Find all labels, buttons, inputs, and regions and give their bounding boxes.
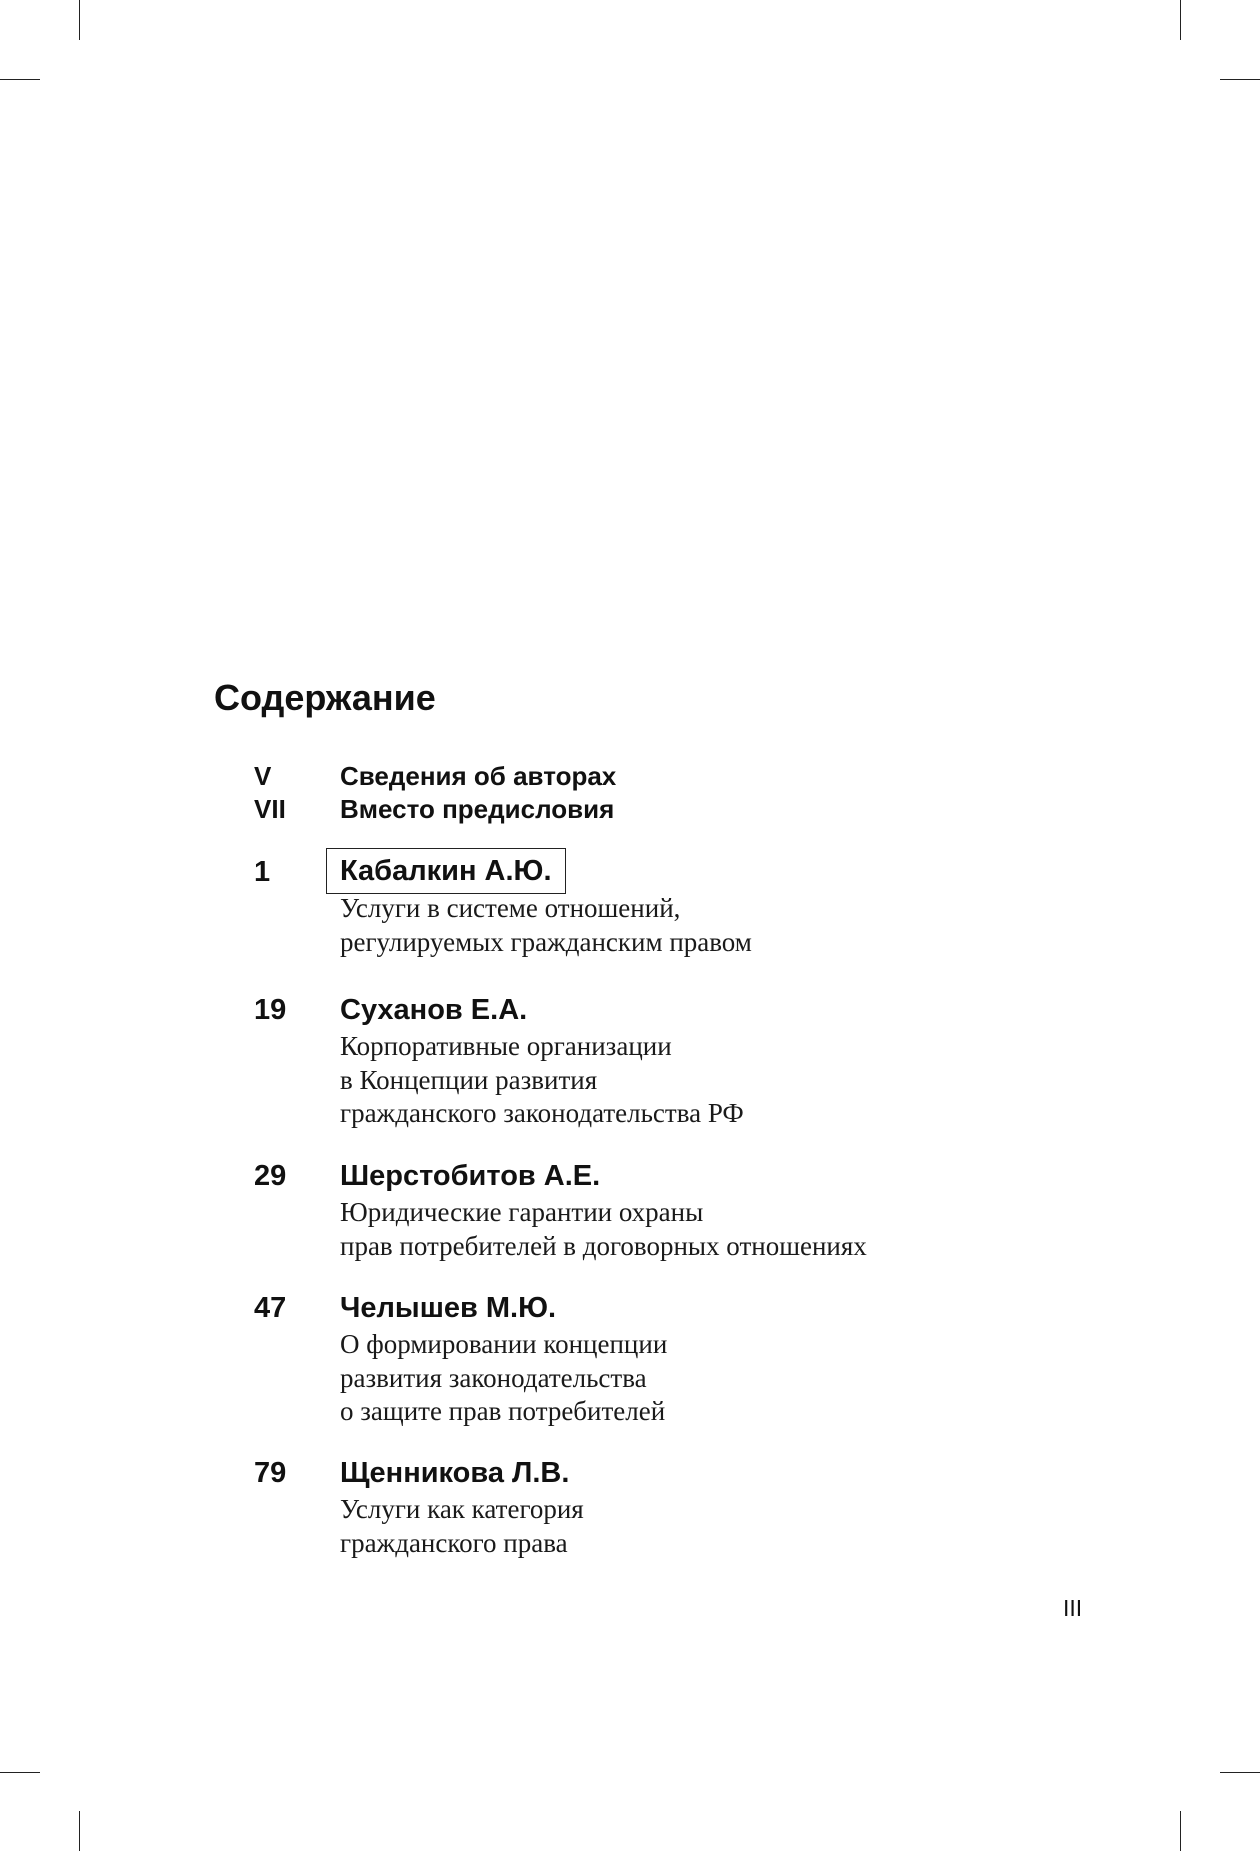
toc-page-number: 29 xyxy=(254,1160,287,1192)
crop-mark-top-left-horizontal xyxy=(0,79,40,80)
toc-author: Щенникова Л.В. xyxy=(340,1457,570,1489)
crop-mark-top-left-vertical xyxy=(79,0,80,40)
toc-article-title-line: Корпоративные организации xyxy=(340,1031,672,1061)
toc-page-number: 1 xyxy=(254,856,271,888)
page-title: Содержание xyxy=(214,677,436,718)
toc-article-title-line: Услуги как категория xyxy=(340,1494,584,1524)
crop-mark-bottom-right-horizontal xyxy=(1220,1772,1260,1773)
toc-page-number: 47 xyxy=(254,1292,287,1324)
crop-mark-top-right-horizontal xyxy=(1220,79,1260,80)
toc-article-title-line: о защите прав потребителей xyxy=(340,1396,666,1426)
toc-author-highlighted: Кабалкин А.Ю. xyxy=(326,848,566,894)
toc-author: Шерстобитов А.Е. xyxy=(340,1160,601,1192)
toc-front-title: Вместо предисловия xyxy=(340,794,615,824)
toc-page-number: VII xyxy=(254,794,286,824)
toc-article-title-line: гражданского права xyxy=(340,1527,568,1558)
toc-article-title xyxy=(340,1196,867,1263)
toc-front-title: Сведения об авторах xyxy=(340,761,617,791)
toc-article-title-line: регулируемых гражданским правом xyxy=(340,926,752,957)
toc-article-title-line: гражданского законодательства РФ xyxy=(340,1098,744,1128)
toc-article-title-line: развития законодательства xyxy=(340,1362,647,1393)
toc-article-title-line: Услуги в системе отношений, xyxy=(340,893,681,923)
toc-front-row[interactable] xyxy=(0,793,1260,826)
front-matter-list xyxy=(0,760,1260,826)
page-number-folio: III xyxy=(1063,1595,1083,1621)
toc-article-title-line: прав потребителей в договорных отношениях xyxy=(340,1230,867,1261)
toc-page-number: 19 xyxy=(254,994,287,1026)
toc-author: Челышев М.Ю. xyxy=(340,1292,557,1324)
toc-page-number: 79 xyxy=(254,1457,287,1489)
crop-mark-bottom-left-horizontal xyxy=(0,1772,40,1773)
crop-mark-top-right-vertical xyxy=(1180,0,1181,40)
toc-article-title xyxy=(340,1030,744,1131)
toc-article-title-line: Юридические гарантии охраны xyxy=(340,1197,704,1227)
toc-article-title-line: О формировании концепции xyxy=(340,1329,668,1359)
toc-article-title-line: в Концепции развития xyxy=(340,1064,598,1095)
toc-front-row[interactable] xyxy=(0,760,1260,793)
toc-article-title xyxy=(340,1493,584,1560)
toc-article-title xyxy=(340,892,752,959)
crop-mark-bottom-right-vertical xyxy=(1180,1811,1181,1851)
crop-mark-bottom-left-vertical xyxy=(79,1811,80,1851)
toc-article-title xyxy=(340,1328,667,1429)
toc-page-number: V xyxy=(254,761,272,791)
toc-author: Суханов Е.А. xyxy=(340,994,528,1026)
